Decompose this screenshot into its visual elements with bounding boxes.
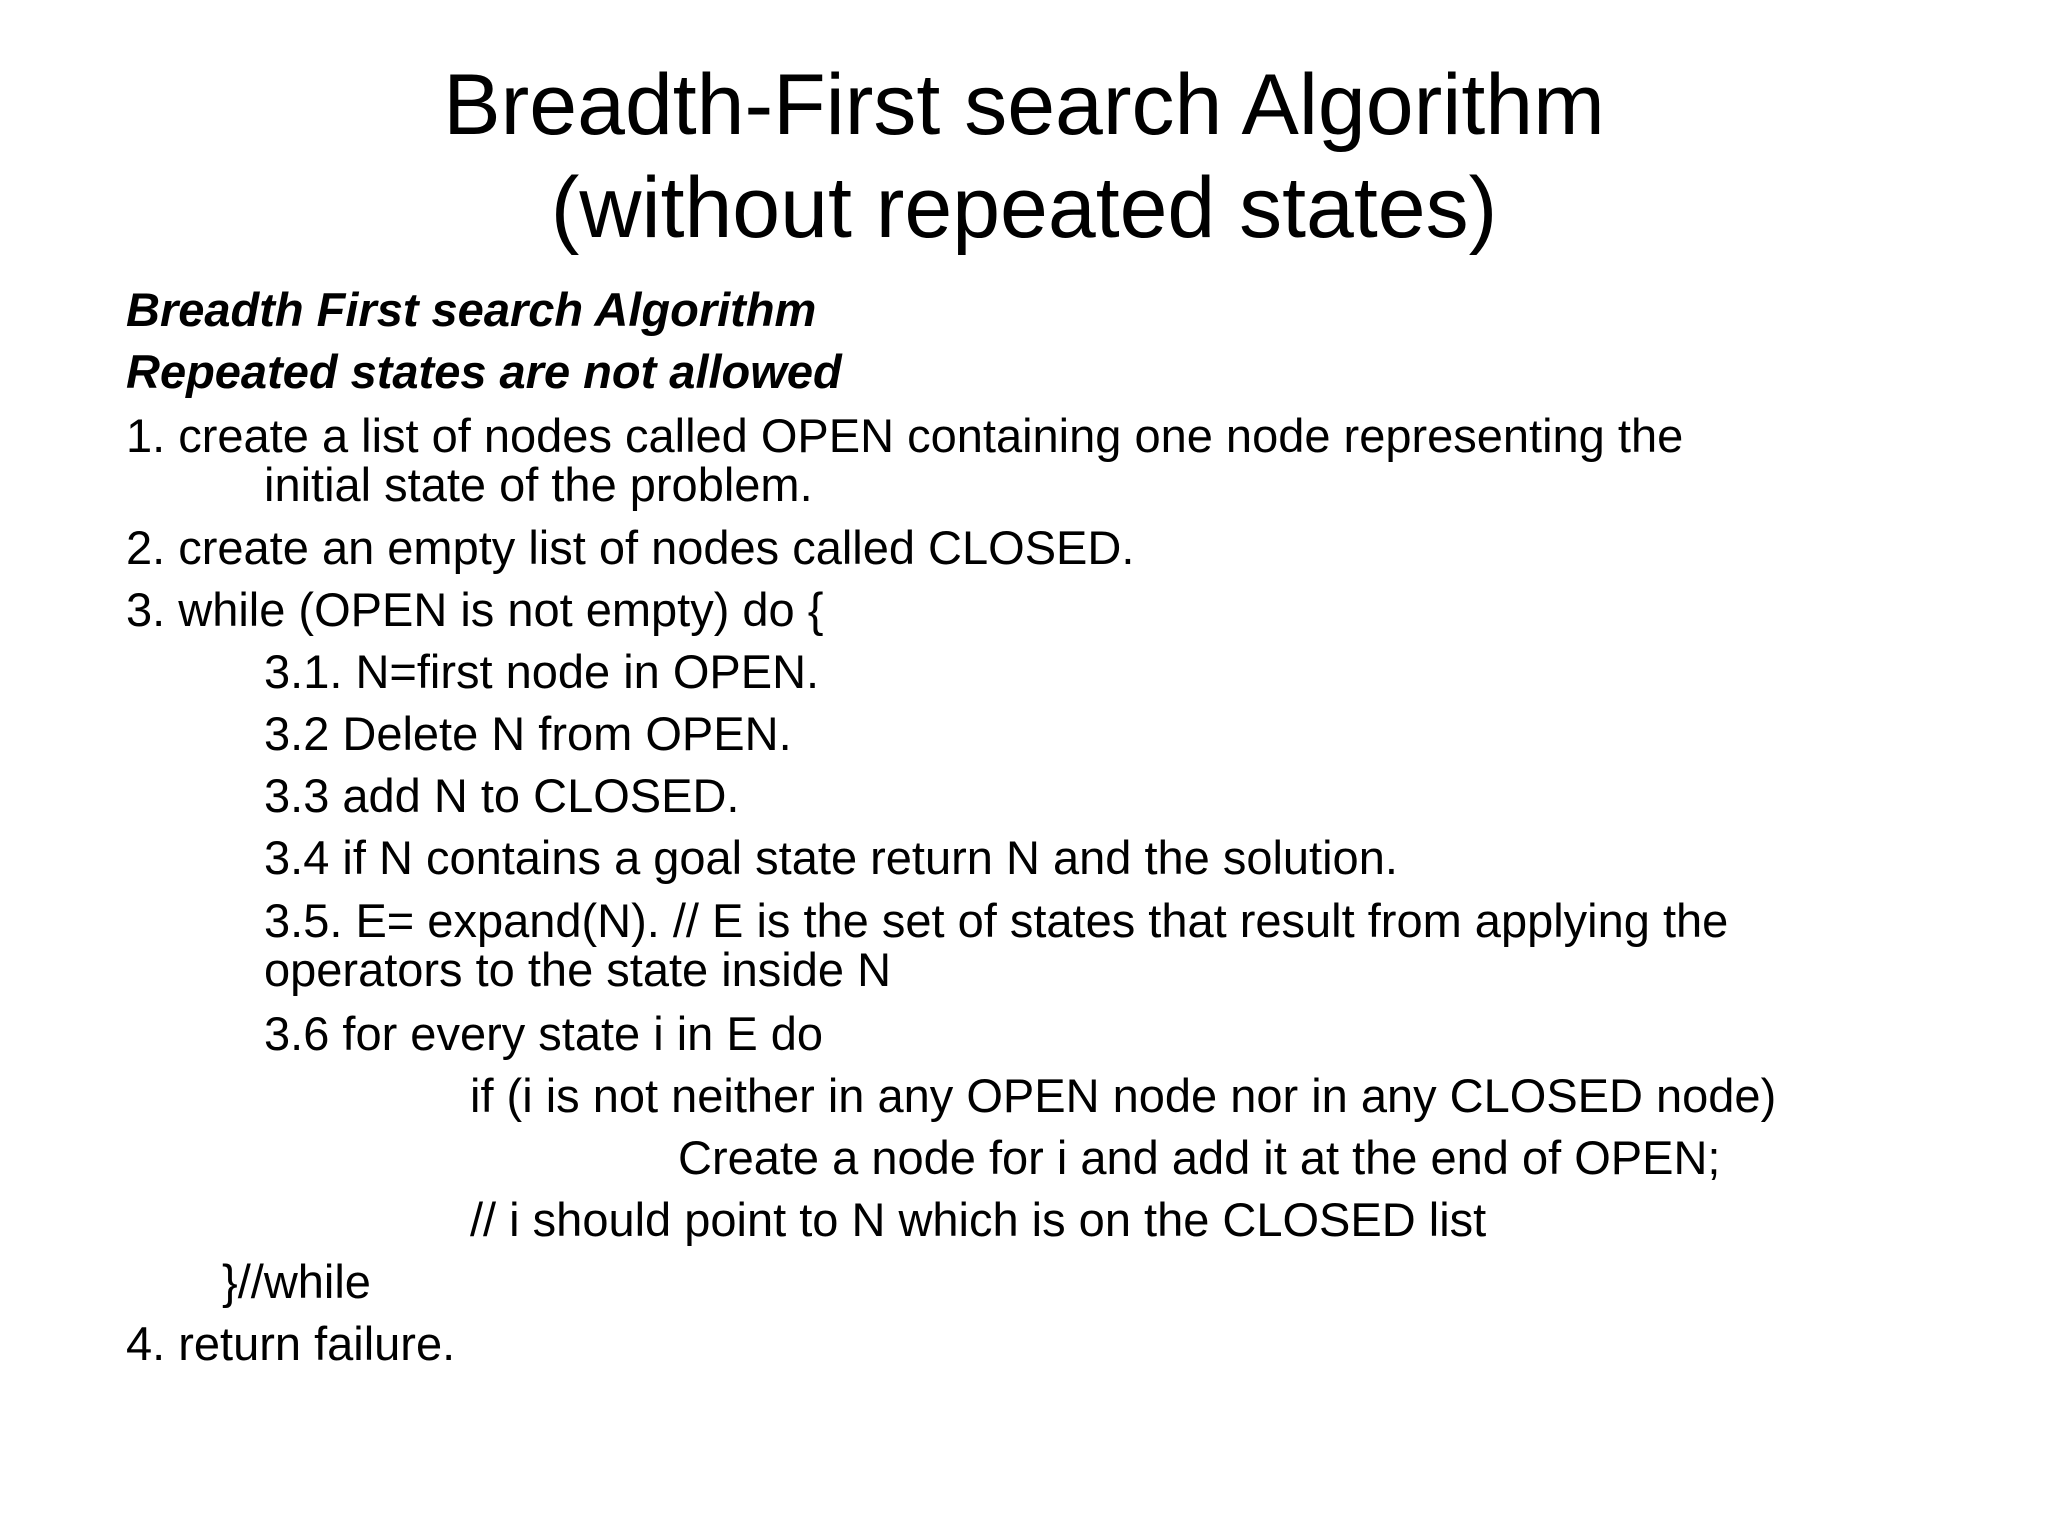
step-3-1: 3.1. N=first node in OPEN.	[264, 645, 820, 698]
slide-title-line-2: (without repeated states)	[550, 160, 1498, 256]
step-1-line-1: 1. create a list of nodes called OPEN containing one node representing the	[126, 409, 1684, 462]
slide-title-line-1: Breadth-First search Algorithm	[443, 57, 1605, 153]
step-3-6-create: Create a node for i and add it at the end of OPEN;	[678, 1131, 1721, 1184]
while-end: }//while	[222, 1255, 371, 1308]
step-3-6: 3.6 for every state i in E do	[264, 1007, 824, 1060]
subtitle-repeated-states: Repeated states are not allowed	[126, 345, 842, 398]
step-4: 4. return failure.	[126, 1317, 456, 1370]
step-3: 3. while (OPEN is not empty) do {	[126, 583, 824, 636]
subtitle-algorithm: Breadth First search Algorithm	[126, 283, 817, 336]
step-3-5-line-2: operators to the state inside N	[264, 943, 892, 996]
step-3-6-if: if (i is not neither in any OPEN node nor in any CLOSED node)	[470, 1069, 1777, 1122]
step-3-6-comment: // i should point to N which is on the CLOSED list	[470, 1193, 1487, 1246]
step-3-5-line-1: 3.5. E= expand(N). // E is the set of states that result from applying the	[264, 894, 1729, 947]
step-3-3: 3.3 add N to CLOSED.	[264, 769, 740, 822]
step-3-2: 3.2 Delete N from OPEN.	[264, 707, 792, 760]
step-1-line-2: initial state of the problem.	[264, 458, 813, 511]
step-2: 2. create an empty list of nodes called CLOSED.	[126, 521, 1135, 574]
step-3-4: 3.4 if N contains a goal state return N and the solution.	[264, 831, 1398, 884]
